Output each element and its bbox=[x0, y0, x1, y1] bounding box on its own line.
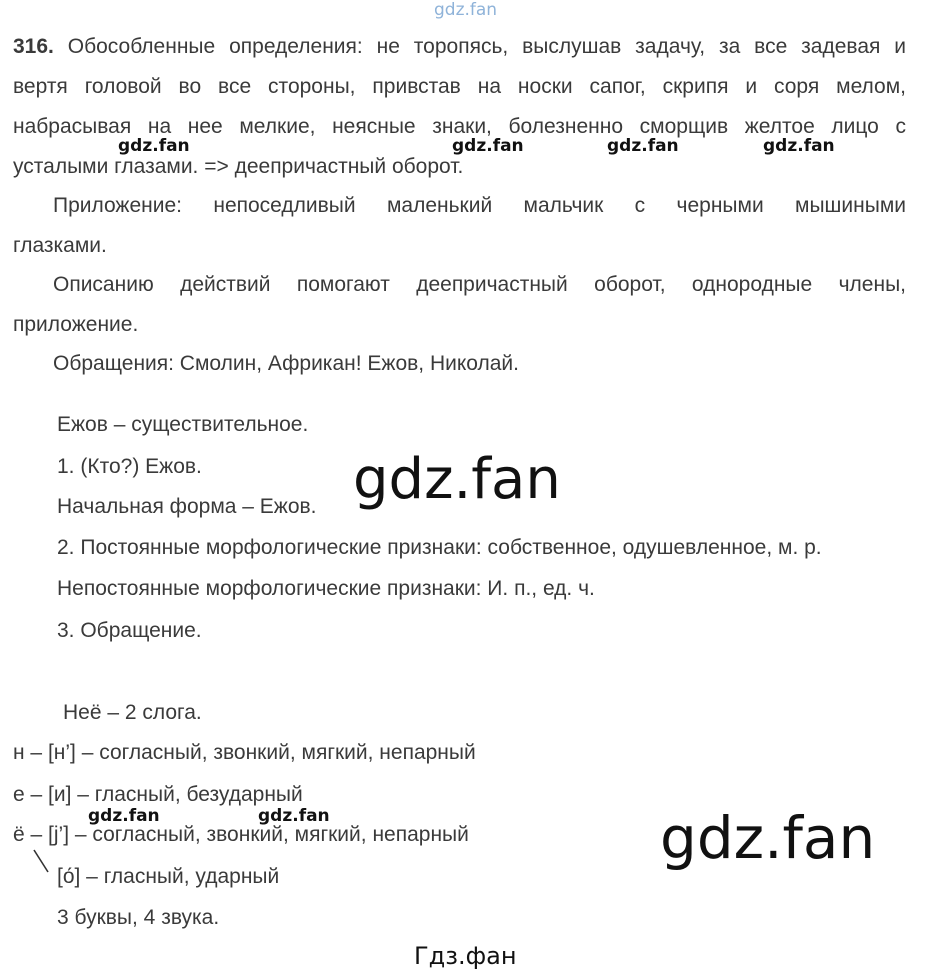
description-line-2: приложение. bbox=[13, 313, 139, 336]
exercise-line-2: вертя головой во все стороны, привстав на носки сапог, скрипя и соря мелом, bbox=[13, 75, 906, 98]
phonetic-yo-1: ё – [j’] – согласный, звонкий, мягкий, непарный bbox=[13, 823, 469, 846]
phonetic-title: Неё – 2 слога. bbox=[63, 701, 202, 724]
apposition-line-1: Приложение: непоседливый маленький мальчик с черными мышиными bbox=[53, 194, 906, 217]
morph-initial-form: Начальная форма – Ежов. bbox=[57, 495, 317, 518]
description-line-1: Описанию действий помогают деепричастный оборот, однородные члены, bbox=[53, 273, 906, 296]
watermark-small: gdz.fan bbox=[452, 136, 524, 156]
morph-nonconstant: Непостоянные морфологические признаки: И. п., ед. ч. bbox=[57, 577, 595, 600]
phonetic-e: е – [и] – гласный, безударный bbox=[13, 783, 303, 806]
phonetic-summary: 3 буквы, 4 звука. bbox=[57, 906, 220, 929]
address-line: Обращения: Смолин, Африкан! Ежов, Николай. bbox=[53, 352, 519, 375]
split-line-icon bbox=[32, 848, 56, 878]
footer-watermark: Гдз.фан bbox=[414, 942, 517, 970]
watermark-small: gdz.fan bbox=[88, 806, 160, 826]
watermark-top: gdz.fan bbox=[434, 0, 498, 20]
morph-step-3: 3. Обращение. bbox=[57, 619, 202, 642]
phonetic-n: н – [н’] – согласный, звонкий, мягкий, непарный bbox=[13, 741, 476, 764]
morph-title: Ежов – существительное. bbox=[57, 413, 309, 436]
apposition-line-2: глазками. bbox=[13, 234, 107, 257]
watermark-big: gdz.fan bbox=[353, 447, 561, 512]
watermark-big: gdz.fan bbox=[660, 804, 876, 872]
exercise-line-4: усталыми глазами. => деепричастный оборот. bbox=[13, 155, 464, 178]
exercise-line-1 bbox=[13, 34, 906, 60]
exercise-text-1: Обособленные определения: не торопясь, выслушав задачу, за все задевая и bbox=[67, 35, 906, 58]
watermark-small: gdz.fan bbox=[118, 136, 190, 156]
watermark-small: gdz.fan bbox=[763, 136, 835, 156]
watermark-small: gdz.fan bbox=[258, 806, 330, 826]
morph-step-1: 1. (Кто?) Ежов. bbox=[57, 455, 202, 478]
phonetic-yo-2: [о́] – гласный, ударный bbox=[57, 865, 280, 888]
watermark-small: gdz.fan bbox=[607, 136, 679, 156]
exercise-number: 316. bbox=[13, 35, 54, 58]
morph-step-2: 2. Постоянные морфологические признаки: собственное, одушевленное, м. р. bbox=[57, 536, 822, 559]
exercise-line-3: набрасывая на нее мелкие, неясные знаки, болезненно сморщив желтое лицо с bbox=[13, 115, 906, 138]
